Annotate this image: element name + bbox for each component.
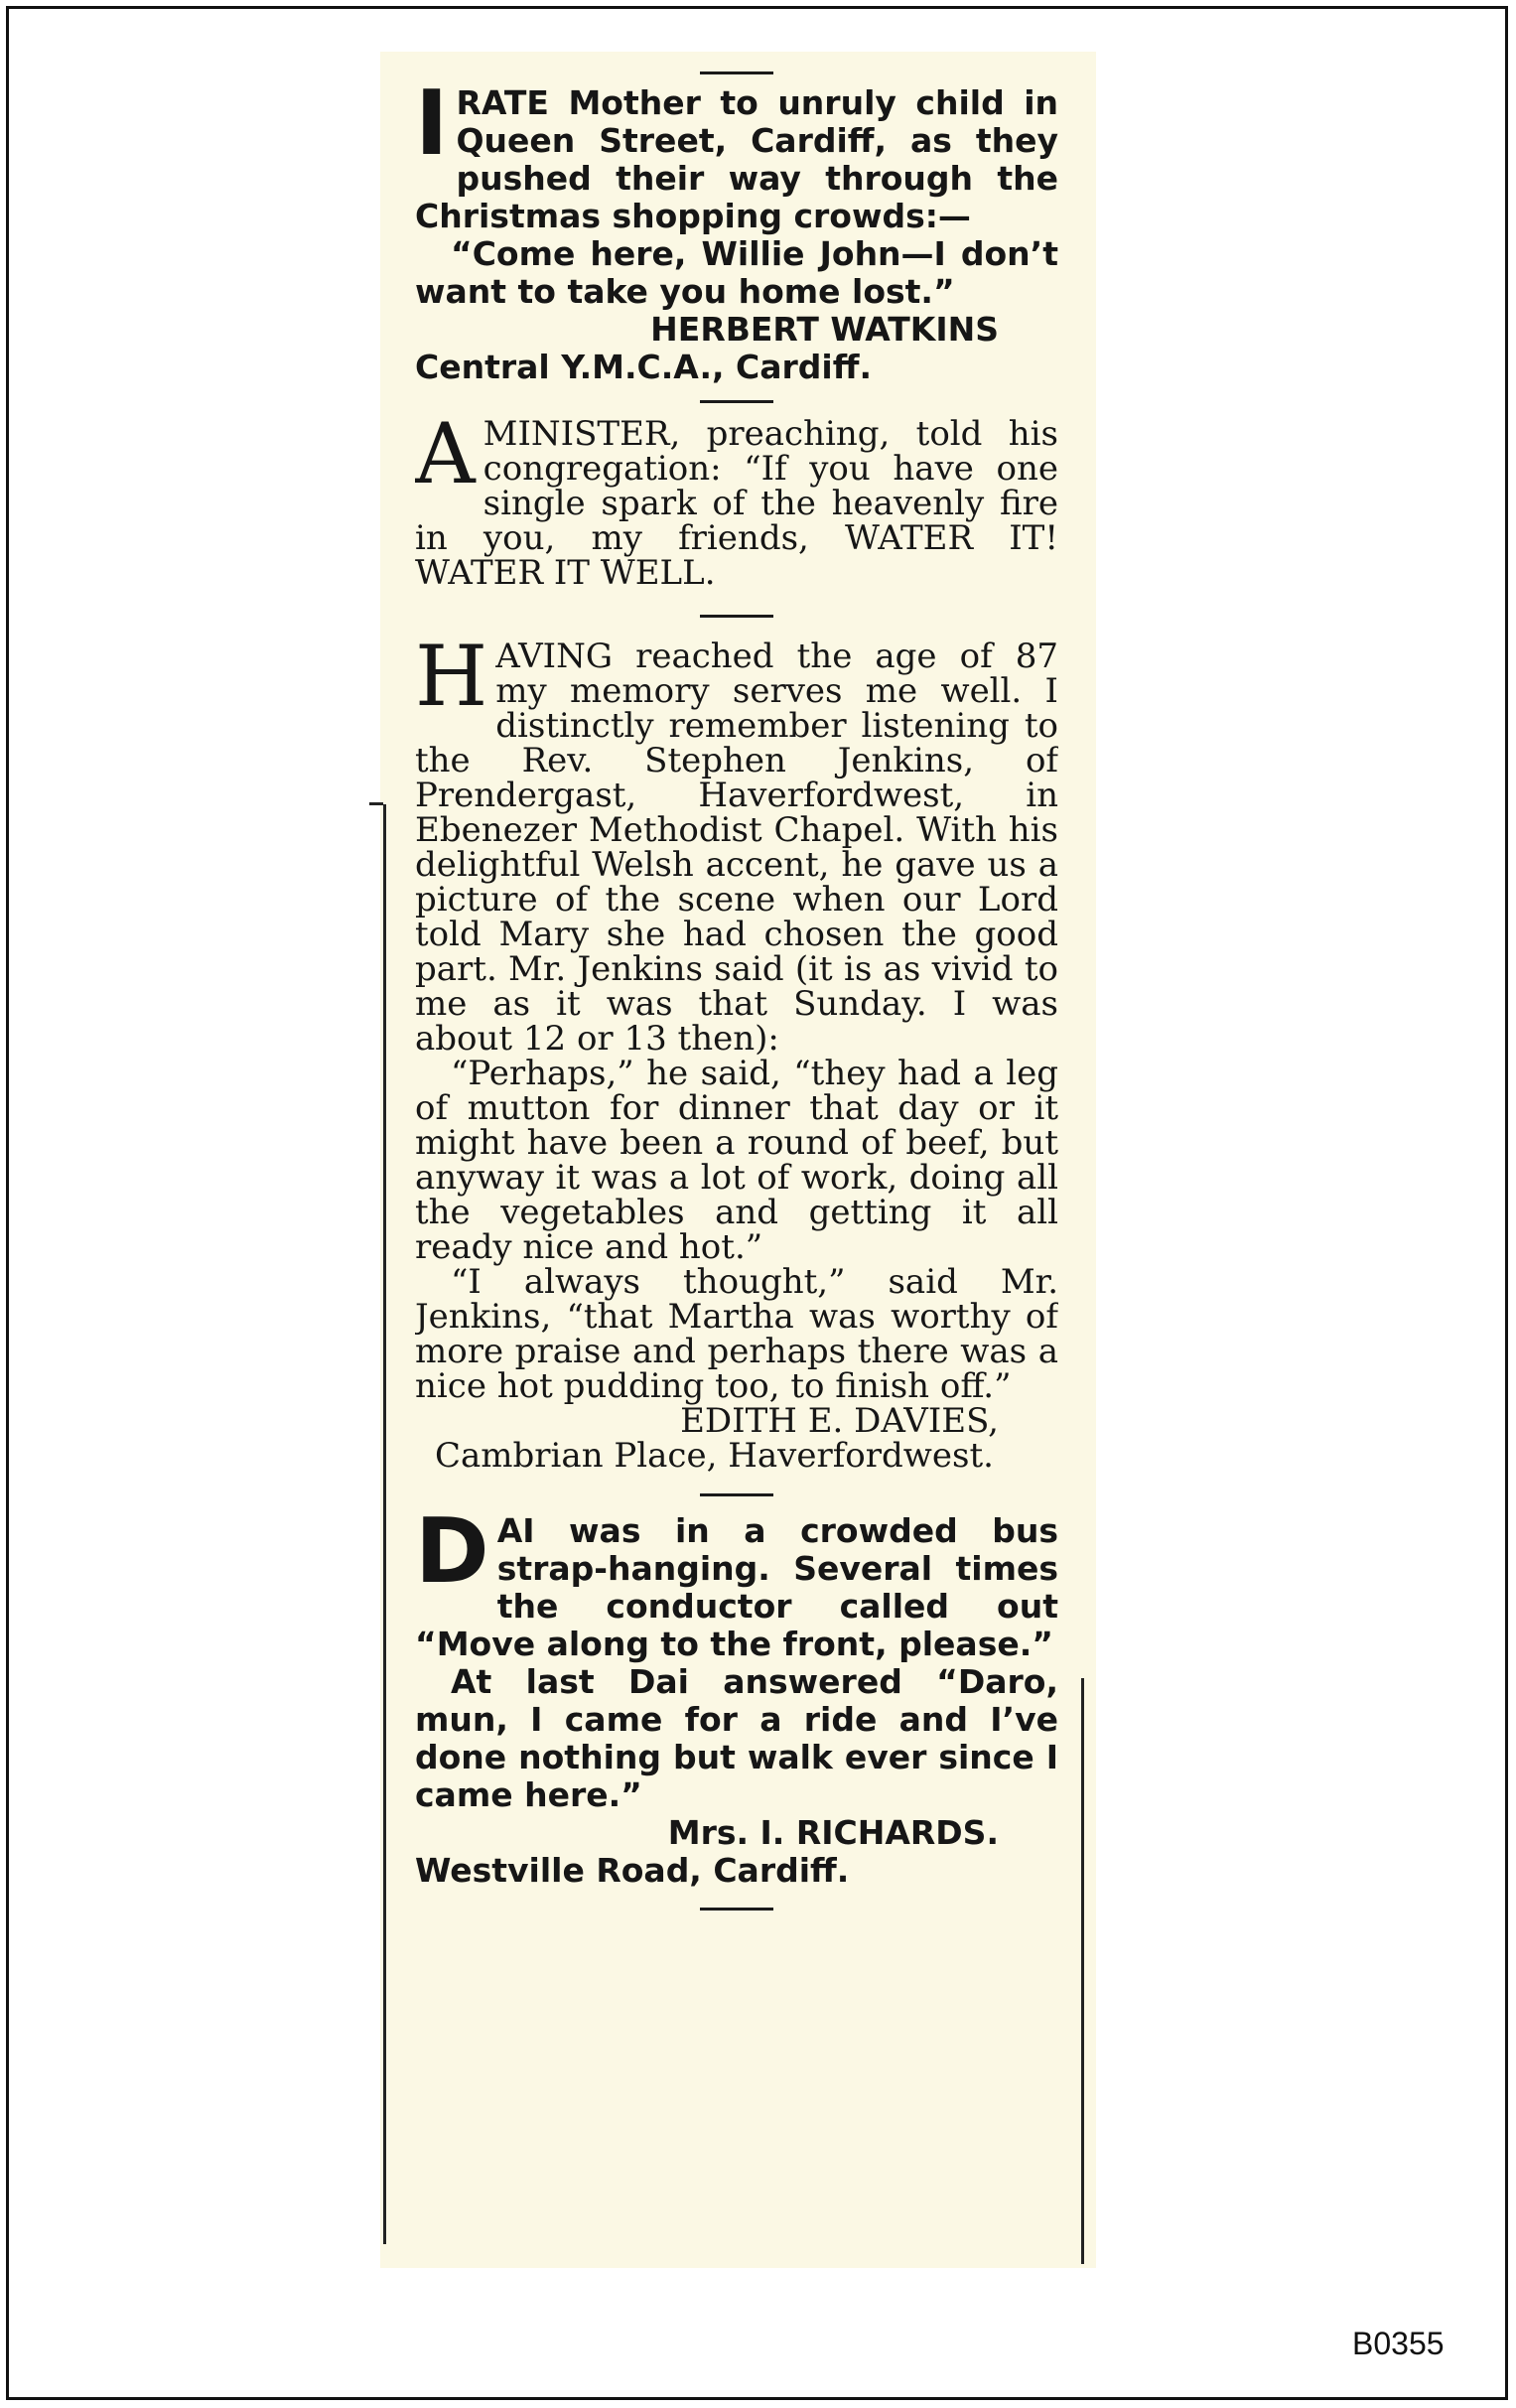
catalog-id: B0355 (1352, 2326, 1445, 2361)
separator-rule (700, 1908, 773, 1911)
drop-cap: D (415, 1512, 489, 1604)
separator-rule (700, 615, 773, 618)
drop-cap: H (415, 639, 488, 725)
drop-cap: A (415, 417, 476, 502)
item-dai-bus (415, 1512, 1058, 1890)
paragraph: AI was in a crowded bus strap-hanging. Several times the conductor called out “Move along to the front, please.” (415, 1512, 1058, 1663)
paragraph: RATE Mother to unruly child in Queen Street, Cardiff, as they pushed their way through the Christmas shopping crowds:— (415, 84, 1058, 235)
column-rule-right (1081, 1678, 1084, 2264)
signature-place: Westville Road, Cardiff. (415, 1851, 850, 1890)
item-having-reached (415, 639, 1058, 1474)
separator-rule (700, 400, 773, 403)
drop-cap: I (415, 84, 449, 176)
paragraph: “Come here, Willie John—I don’t want to take you home lost.” (415, 234, 1058, 311)
signature-name: EDITH E. DAVIES, (680, 1401, 999, 1441)
paragraph: “I always thought,” said Mr. Jenkins, “that Martha was worthy of more praise and perhaps there was a nice hot pudding too, to finish off.” (415, 1262, 1058, 1406)
separator-rule (700, 71, 773, 74)
newspaper-clipping (380, 52, 1096, 2268)
column-rule-left (383, 804, 386, 2244)
paragraph: MINISTER, preaching, told his congregation: “If you have one single spark of the heavenly fire in you, my friends, WATER IT! WATER IT WELL. (415, 417, 1058, 591)
paragraph: “Perhaps,” he said, “they had a leg of mutton for dinner that day or it might have been a round of beef, but anyway it was a lot of work, doing all the vegetables and getting it all ready nice and hot.” (415, 1054, 1058, 1267)
signature-name: HERBERT WATKINS (650, 310, 999, 349)
paragraph: At last Dai answered “Daro, mun, I came for a ride and I’ve done nothing but walk ever since I came here.” (415, 1662, 1058, 1814)
item-minister (415, 417, 1058, 591)
signature-place: Central Y.M.C.A., Cardiff. (415, 348, 872, 386)
signature-name: Mrs. I. RICHARDS. (667, 1813, 999, 1852)
item-irate-mother (415, 84, 1058, 386)
signature-place: Cambrian Place, Haverfordwest. (435, 1436, 994, 1474)
separator-rule (700, 1493, 773, 1496)
paragraph: AVING reached the age of 87 my memory serves me well. I distinctly remember listening to the Rev. Stephen Jenkins, of Prendergast, Haverfordwest, in Ebenezer Methodist Chapel. With his delightful Welsh accent, he gave us a picture of the scene when our Lord told Mary she had chosen the good part. Mr. Jenkins said (it is as vivid to me as it was that Sunday. I was about 12 or 13 then): (415, 639, 1058, 1059)
column-tick (369, 802, 383, 805)
